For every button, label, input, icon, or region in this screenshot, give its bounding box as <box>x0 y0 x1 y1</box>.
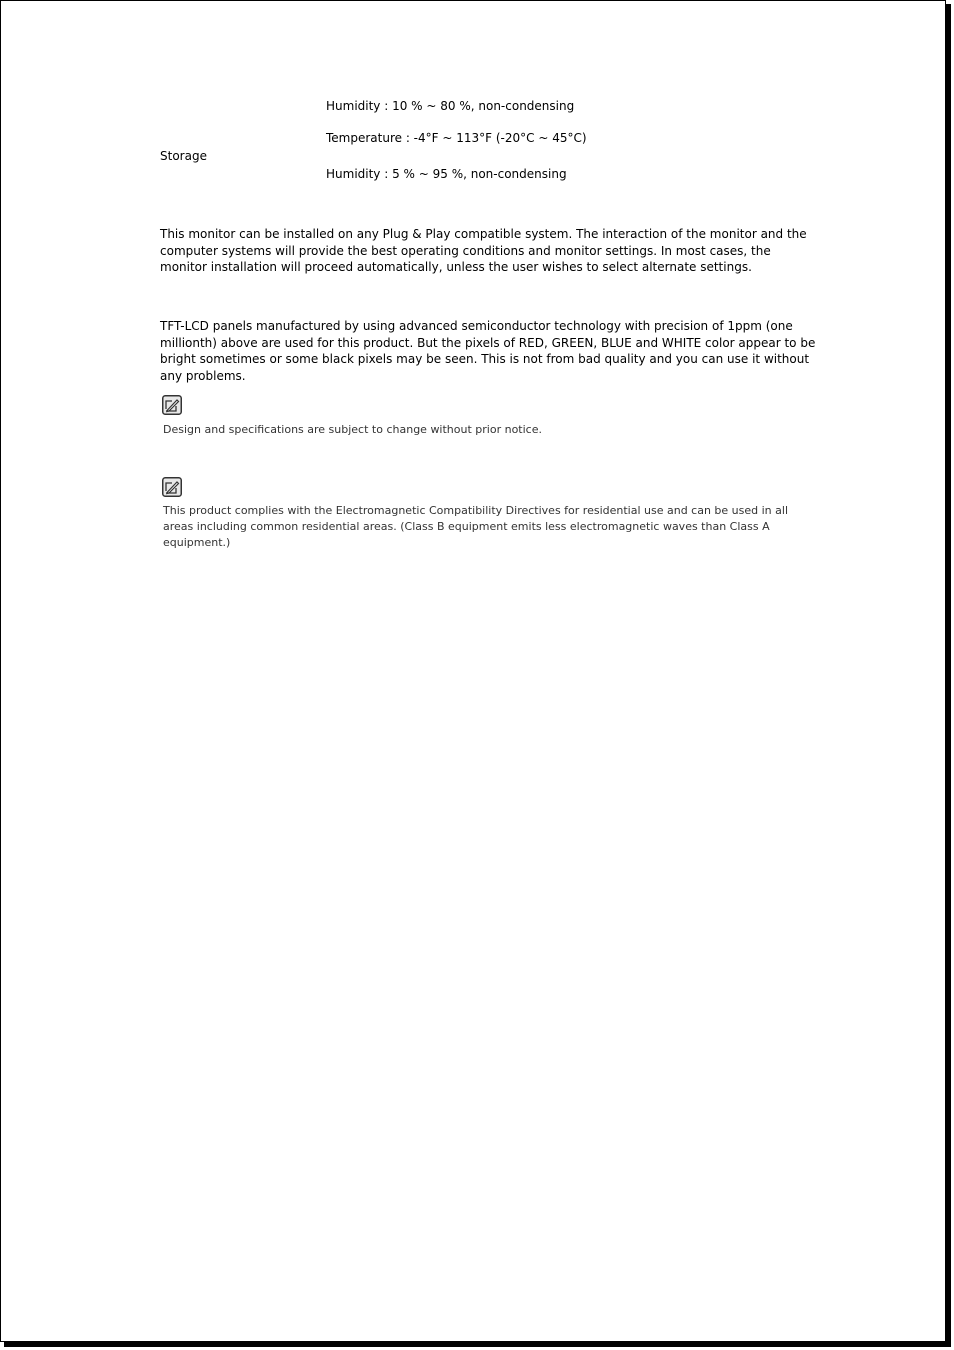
note-icon <box>162 477 182 497</box>
acceptable-dots-paragraph: TFT-LCD panels manufactured by using advanced semiconductor technology with precision of 1ppm (one millionth) above are used for this product. But the pixels of RED, GREEN, BLUE and WHITE color appear to be bright sometimes or some black pixels may be seen. This is not from bad quality and you can use it without any problems. <box>160 319 816 383</box>
page-shadow <box>946 4 951 1347</box>
note-text: Design and specifications are subject to change without prior notice. <box>163 423 542 436</box>
note-text: This product complies with the Electromagnetic Compatibility Directives for residential use and can be used in all areas including common residential areas. (Class B equipment emits less electromagnetic waves than Class A equipment.) <box>163 504 788 549</box>
storage-humidity-value: Humidity : 5 % ~ 95 %, non-condensing <box>326 167 567 181</box>
operating-humidity-value: Humidity : 10 % ~ 80 %, non-condensing <box>326 99 575 113</box>
storage-temperature-value: Temperature : -4°F ~ 113°F (-20°C ~ 45°C) <box>326 131 587 145</box>
page-shadow <box>4 1342 951 1347</box>
plug-and-play-paragraph: This monitor can be installed on any Plug & Play compatible system. The interaction of the monitor and the computer systems will provide the best operating conditions and monitor settings. In most cases, the monitor installation will proceed automatically, unless the user wishes to select alternate settings. <box>160 227 807 274</box>
storage-label: Storage <box>160 149 207 163</box>
note-icon <box>162 395 182 415</box>
